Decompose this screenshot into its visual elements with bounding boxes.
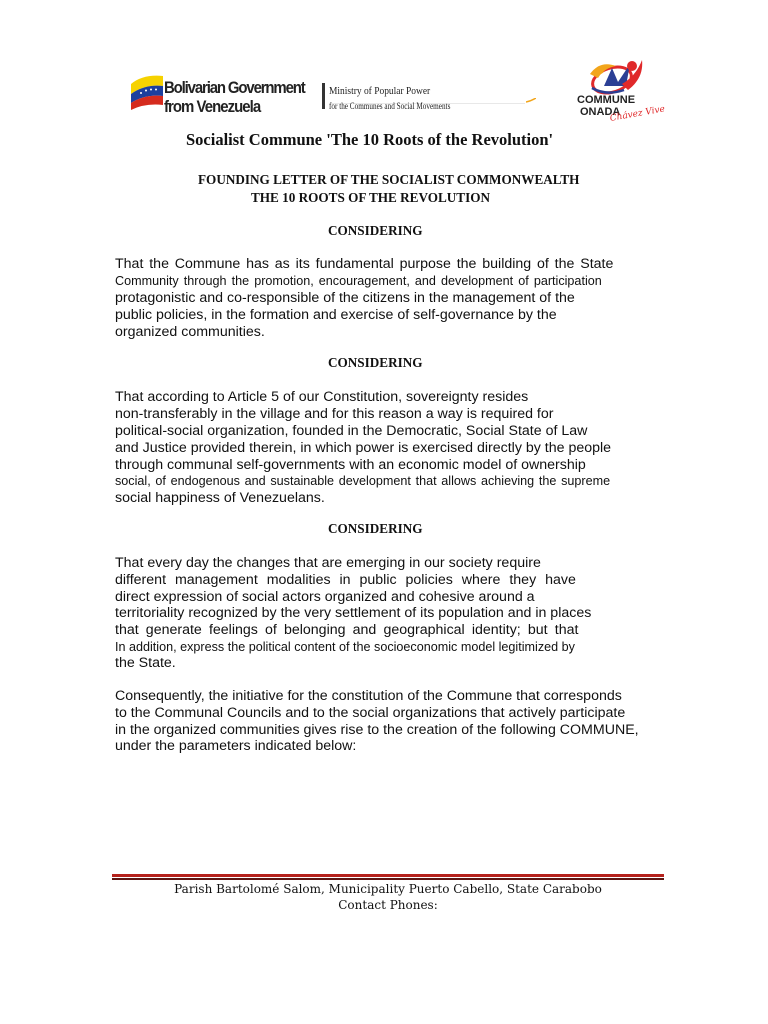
government-name-line1: Bolivarian Government [164,78,305,97]
paragraph-line: that generate feelings of belonging and geographical identity; but that [115,622,579,638]
paragraph-line: and Justice provided therein, in which power is exercised directly by the people [115,440,612,456]
commune-logo [576,56,676,128]
paragraph-line: Community through the promotion, encouragement, and development of participation [115,274,602,288]
government-name-line2: from Venezuela [164,97,261,116]
government-logo [129,70,304,116]
founding-letter-heading-line1: FOUNDING LETTER OF THE SOCIALIST COMMONWEALTH [198,172,580,187]
onada-logo-text: ONADA [580,106,621,118]
founding-letter-heading-line2: THE 10 ROOTS OF THE REVOLUTION [251,190,490,205]
footer-contact: Contact Phones: [338,898,438,912]
footer-rule-shadow [112,878,664,880]
closing-paragraph-line: in the organized communities gives rise to the creation of the following COMMUNE, [115,722,639,738]
commune-logo-text: COMMUNE [577,94,636,106]
paragraph-line: social happiness of Venezuelans. [115,490,325,506]
paragraph-line: That the Commune has as its fundamental purpose the building of the State [115,256,614,272]
commune-tagline: Chávez Vive [609,104,666,124]
paragraph-line: political-social organization, founded in the Democratic, Social State of Law [115,423,588,439]
ministry-divider [322,83,325,109]
footer-address: Parish Bartolomé Salom, Municipality Puerto Cabello, State Carabobo [174,882,602,896]
ministry-name-line1: Ministry of Popular Power [329,85,431,97]
paragraph-line: That every day the changes that are emerging in our society require [115,555,541,571]
considering-heading: CONSIDERING [328,223,423,238]
paragraph-line: protagonistic and co-responsible of the citizens in the management of the [115,290,575,306]
paragraph-line: organized communities. [115,324,265,340]
paragraph-line: different management modalities in public policies where they have [115,572,576,588]
paragraph-line: territoriality recognized by the very settlement of its population and in places [115,605,592,621]
considering-heading: CONSIDERING [328,355,423,370]
document-title: Socialist Commune 'The 10 Roots of the Revolution' [186,130,554,149]
ministry-logo [320,82,540,116]
paragraph-line: through communal self-governments with an economic model of ownership [115,457,586,473]
paragraph-line: That according to Article 5 of our Constitution, sovereignty resides [115,389,529,405]
swoosh-icon [526,98,536,103]
closing-paragraph-line: to the Communal Councils and to the social organizations that actively participate [115,705,626,721]
paragraph-line: public policies, in the formation and exercise of self-governance by the [115,307,557,323]
venezuela-flag-icon [129,72,165,110]
paragraph-line: direct expression of social actors organized and cohesive around a [115,589,535,605]
ministry-name-line2: for the Communes and Social Movements [329,101,451,111]
paragraph-line: social, of endogenous and sustainable development that allows achieving the supreme [115,474,611,488]
paragraph-line: the State. [115,655,176,671]
footer-rule [112,874,664,877]
closing-paragraph-line: Consequently, the initiative for the constitution of the Commune that corresponds [115,688,622,704]
paragraph-line: non-transferably in the village and for this reason a way is required for [115,406,554,422]
closing-paragraph-line: under the parameters indicated below: [115,738,357,754]
considering-heading: CONSIDERING [328,521,423,536]
paragraph-line: In addition, express the political content of the socioeconomic model legitimized by [115,640,575,654]
